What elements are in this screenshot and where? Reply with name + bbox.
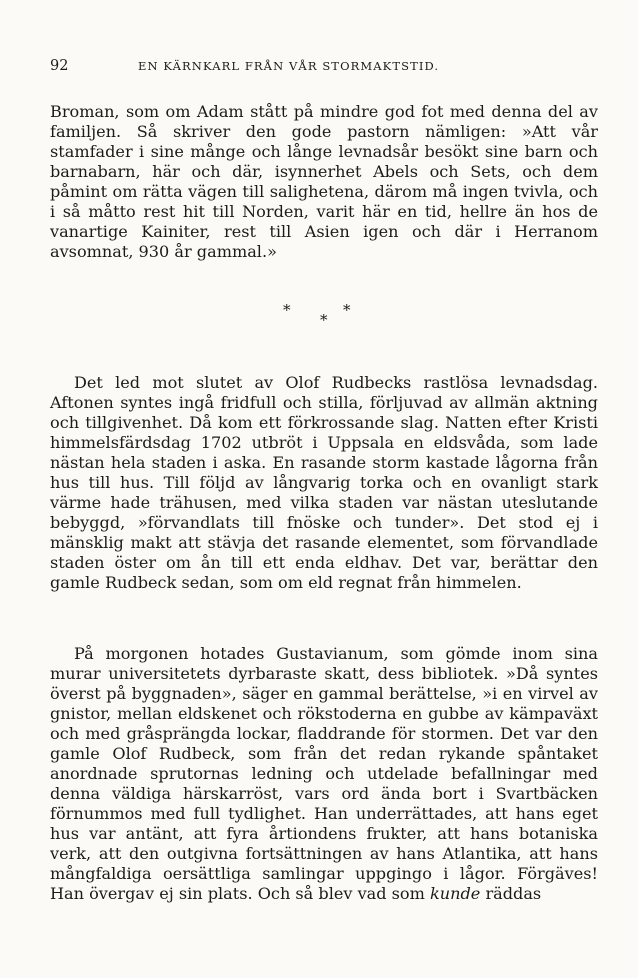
asterisk-left: *	[283, 301, 291, 319]
page-number: 92	[50, 58, 69, 74]
asterisk-right: *	[343, 301, 351, 319]
book-page	[50, 0, 598, 978]
paragraph-text: Broman, som om Adam stått på mindre god fot med denna del av familjen. Så skriver den gode pastorn nämligen: »Att vår stamfader i sine månge och långe levnadsår besökt sine barn och barnabarn, här och där, isynnerhet Abels och Sets, och dem påmint om rätta vägen till salighetena, därom må ingen tvivla, och i så måtto rest hit till Norden, varit här en tid, hellre än hos de vanartige Kainiter, rest till Asien igen och där i Herranom avsomnat, 930 år gammal.»	[50, 102, 598, 261]
paragraph-text: Det led mot slutet av Olof Rudbecks rastlösa levnadsdag. Aftonen syntes ingå fridfull och stilla, förljuvad av allmän aktning och tillgivenhet. Då kom ett förkrossande slag. Natten efter Kristi himmelsfärdsdag 1702 utbröt i Uppsala en eldsvåda, som lade nästan hela staden i aska. En rasande storm kastade lågorna från hus till hus. Till följd av långvarig torka och en ovanligt stark värme hade trähusen, med vilka staden var nästan uteslutande bebyggd, »förvandlats till fnöske och tunder». Det stod ej i mänsklig makt att stävja det rasande elementet, som förvandlade staden öster om ån till ett enda eldhav. Det var, berättar den gamle Rudbeck sedan, som om eld regnat från himmelen.	[50, 373, 598, 592]
paragraph-fire-night	[50, 373, 598, 593]
asterisk-center: *	[320, 311, 328, 329]
running-title: EN KÄRNKARL FRÅN VÅR STORMAKTSTID.	[138, 59, 440, 73]
paragraph-quote-continuation	[50, 102, 598, 262]
paragraph-gustavianum	[50, 644, 598, 904]
paragraph-text	[50, 644, 598, 904]
section-break-asterism	[50, 303, 598, 333]
paragraph-end-text: räddas	[480, 884, 542, 903]
paragraph-main-text: På morgonen hotades Gustavianum, som gömde inom sina murar universitetets dyrbaraste skatt, dess bibliotek. »Då syntes överst på byggnaden», säger en gammal berättelse, »i en virvel av gnistor, mellan eldskenet och rökstoderna en gubbe av kämpaväxt och med gråsprängda lockar, fladdrande för stormen. Det var den gamle Olof Rudbeck, som från det redan rykande spåntaket anordnade sprutornas ledning och utdelade befallningar med denna väldiga härskarröst, vars ord ända bort i Svartbäcken förnummos med full tydlighet. Han underrättades, att hans eget hus var antänt, att fyra årtiondens frukter, att hans botaniska verk, att den outgivna fortsättningen av hans Atlantika, att hans mångfaldiga oersättliga samlingar uppgingo i lågor. Förgäves! Han övergav ej sin plats. Och så blev vad som	[50, 644, 598, 903]
page-header	[50, 58, 598, 78]
emphasized-word: kunde	[430, 884, 481, 903]
